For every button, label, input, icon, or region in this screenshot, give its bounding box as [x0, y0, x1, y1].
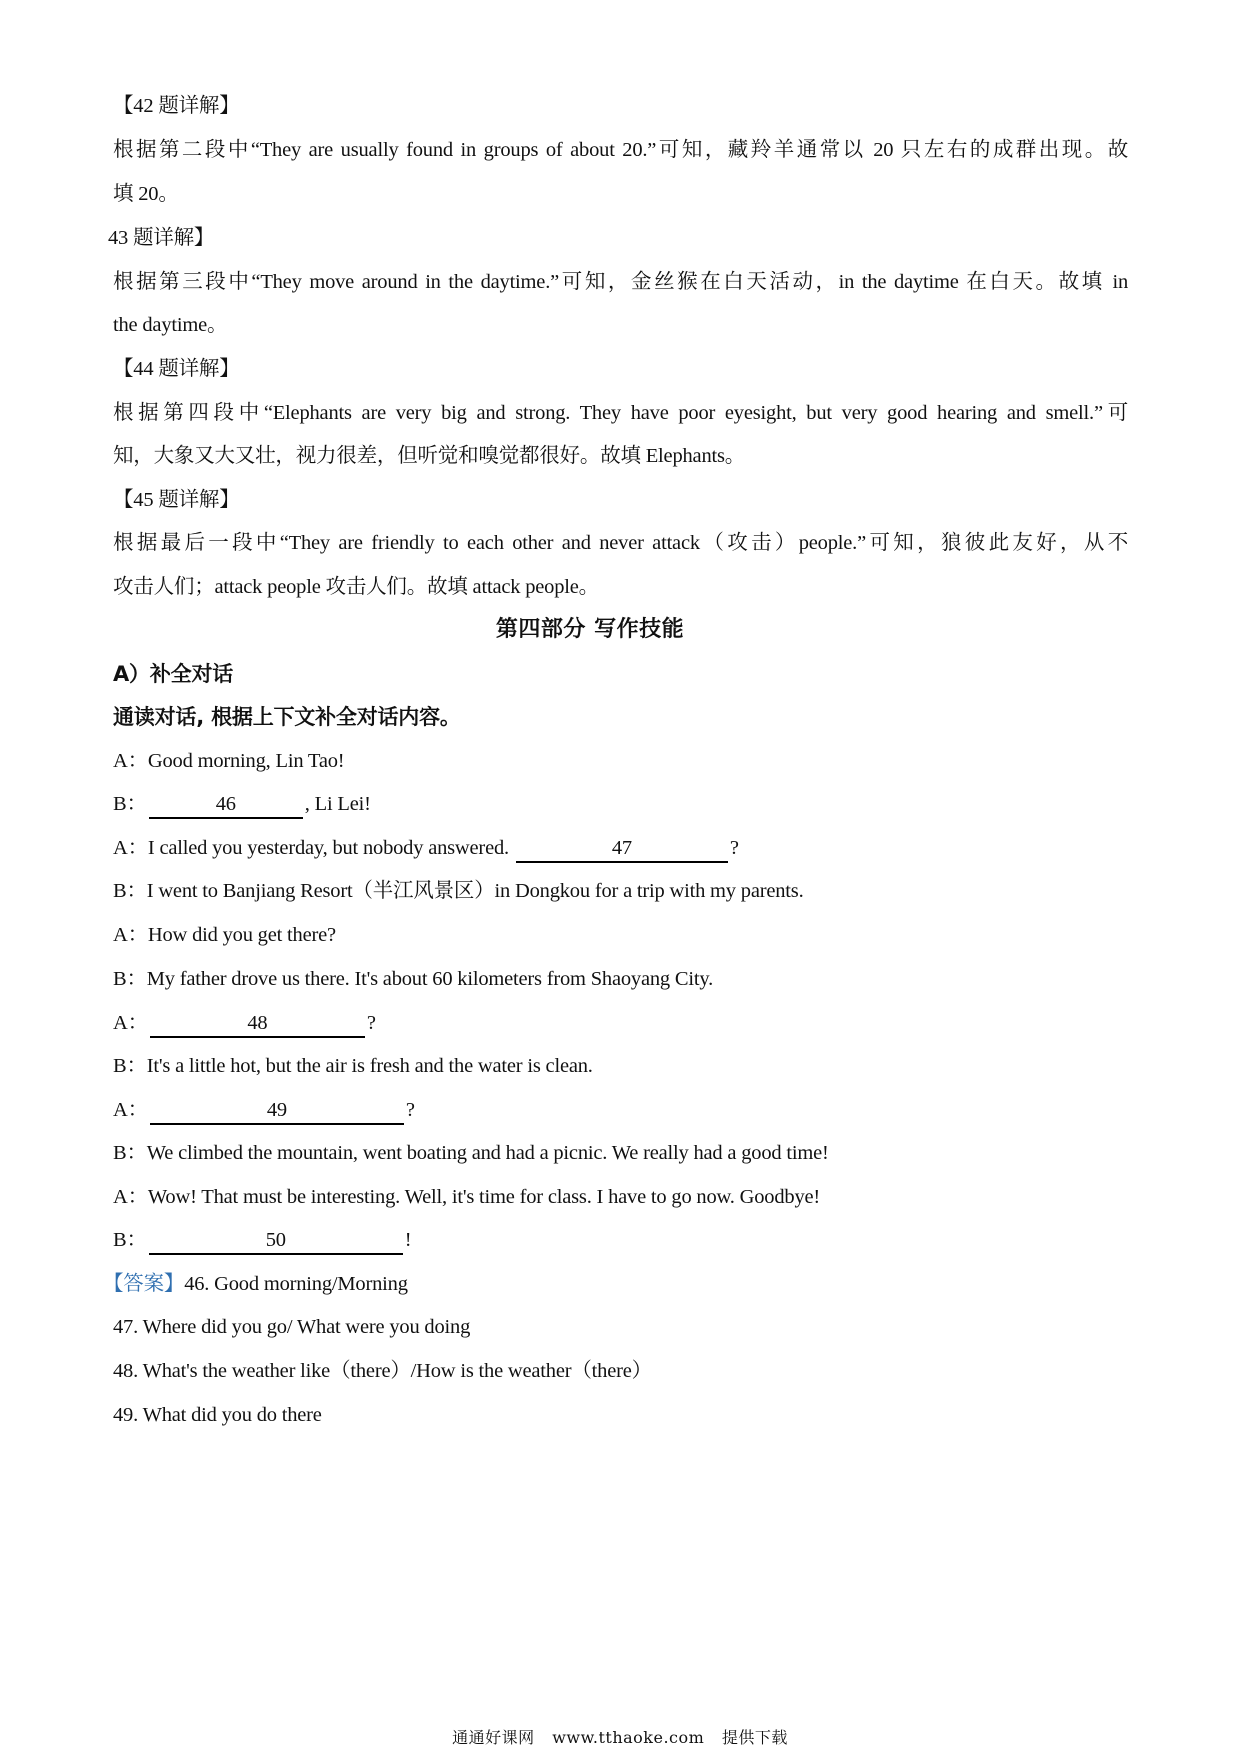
blank-48[interactable]: 48: [150, 1014, 365, 1038]
dialogue-text: !: [404, 1229, 412, 1251]
dialogue-line: [113, 1140, 829, 1166]
blank-50[interactable]: 50: [149, 1231, 403, 1255]
speaker: B：: [113, 968, 147, 990]
footer: [0, 1728, 1240, 1748]
dialogue-line: [113, 922, 336, 948]
blank-47[interactable]: 47: [516, 839, 728, 863]
blank-46[interactable]: 46: [149, 795, 303, 819]
speaker: A：: [113, 837, 148, 859]
dialogue-line: [113, 1227, 411, 1253]
explanation-43-title: 43 题详解】: [108, 227, 215, 249]
speaker: A：: [113, 1012, 148, 1034]
answer-line: 48. What's the weather like（there）/How is the weather（there）: [113, 1360, 652, 1382]
explanation-42-line-2: 填 20。: [113, 183, 179, 205]
speaker: B：: [113, 793, 147, 815]
explanation-45-line-1: 根据最后一段中“They are friendly to each other and never attack（攻击）people.”可知，狼彼此友好，从不: [113, 532, 1128, 554]
section-title: 第四部分 写作技能: [495, 617, 685, 642]
dialogue-text: Good morning, Lin Tao!: [147, 750, 345, 772]
answer-line: 49. What did you do there: [113, 1404, 322, 1426]
answer-text: 46. Good morning/Morning: [184, 1273, 408, 1295]
explanation-45-title: 【45 题详解】: [113, 489, 240, 511]
answer-line: 47. Where did you go/ What were you doing: [113, 1316, 471, 1338]
dialogue-text: My father drove us there. It's about 60 kilometers from Shaoyang City.: [146, 968, 714, 990]
speaker: B：: [113, 1229, 147, 1251]
dialogue-line: [113, 966, 713, 992]
dialogue-line: [113, 878, 804, 904]
dialogue-line: [113, 1010, 376, 1036]
dialogue-line: [113, 1184, 820, 1210]
answer-line: [103, 1271, 408, 1297]
speaker: A：: [113, 924, 148, 946]
speaker: B：: [113, 1055, 147, 1077]
footer-note: 提供下载: [721, 1728, 788, 1747]
dialogue-text: How did you get there?: [147, 924, 336, 946]
dialogue-line: [113, 791, 371, 817]
answer-tag: 【答案】: [103, 1273, 185, 1295]
dialogue-text: I called you yesterday, but nobody answered.: [147, 837, 514, 859]
dialogue-text: ?: [366, 1012, 376, 1034]
speaker: A：: [113, 750, 148, 772]
dialogue-line: [113, 748, 344, 774]
speaker: A：: [113, 1186, 148, 1208]
explanation-42-title: 【42 题详解】: [113, 95, 240, 117]
dialogue-text: , Li Lei!: [304, 793, 371, 815]
subsection-title: A）补全对话: [113, 662, 234, 686]
instruction: 通读对话, 根据上下文补全对话内容。: [113, 705, 461, 729]
speaker: B：: [113, 1142, 147, 1164]
dialogue-text: ?: [405, 1099, 415, 1121]
dialogue-text: We climbed the mountain, went boating and had a picnic. We really had a good time!: [146, 1142, 829, 1164]
dialogue-line: [113, 1097, 415, 1123]
speaker: A：: [113, 1099, 148, 1121]
explanation-42-line-1: 根据第二段中“They are usually found in groups of about 20.”可知，藏羚羊通常以 20 只左右的成群出现。故: [113, 139, 1128, 161]
explanation-43-line-2: the daytime。: [113, 314, 228, 336]
explanation-45-line-2: 攻击人们；attack people 攻击人们。故填 attack people。: [113, 576, 599, 598]
dialogue-text: It's a little hot, but the air is fresh and the water is clean.: [146, 1055, 593, 1077]
explanation-44-line-2: 知，大象又大又壮，视力很差，但听觉和嗅觉都很好。故填 Elephants。: [113, 445, 746, 467]
dialogue-line: [113, 1053, 593, 1079]
dialogue-text: I went to Banjiang Resort（半江风景区）in Dongkou for a trip with my parents.: [146, 880, 804, 902]
dialogue-text: Wow! That must be interesting. Well, it's time for class. I have to go now. Goodbye!: [147, 1186, 821, 1208]
blank-49[interactable]: 49: [150, 1101, 404, 1125]
dialogue-line: [113, 835, 739, 861]
footer-site-name: 通通好课网: [452, 1728, 535, 1747]
footer-url[interactable]: www.tthaoke.com: [552, 1728, 705, 1747]
explanation-44-title: 【44 题详解】: [113, 358, 240, 380]
dialogue-text: ?: [729, 837, 739, 859]
explanation-43-line-1: 根据第三段中“They move around in the daytime.”可知，金丝猴在白天活动，in the daytime 在白天。故填 in: [113, 271, 1128, 293]
speaker: B：: [113, 880, 147, 902]
explanation-44-line-1: 根据第四段中“Elephants are very big and strong. They have poor eyesight, but very good hearing and smell.”可: [113, 402, 1128, 424]
